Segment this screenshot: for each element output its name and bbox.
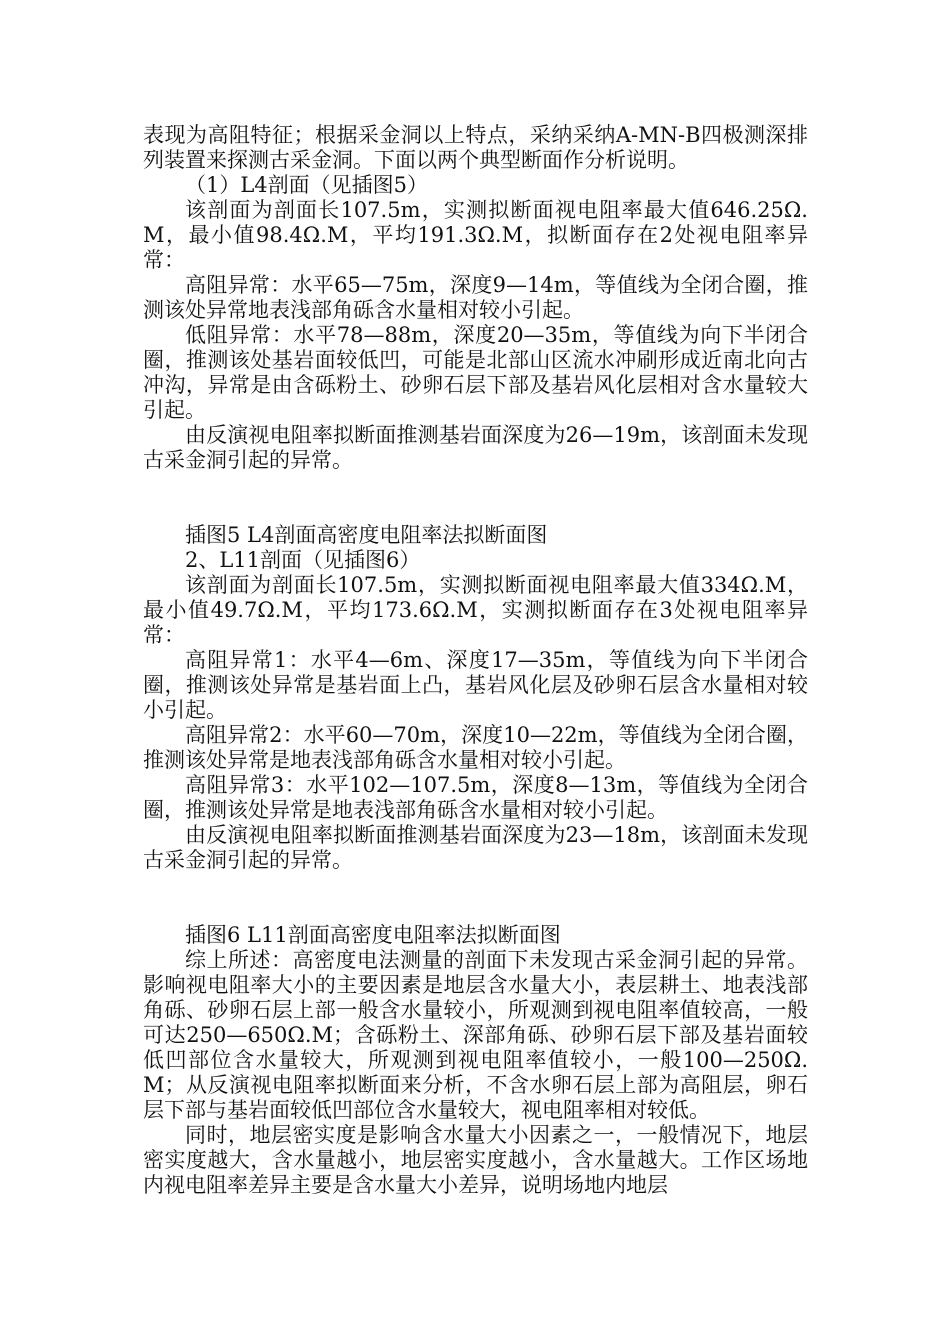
paragraph-l11-conclusion: 由反演视电阻率拟断面推测基岩面深度为23—18m，该剖面未发现古采金洞引起的异常。	[143, 823, 808, 872]
paragraph-intro: 表现为高阻特征；根据采金洞以上特点，采纳采纳A-MN-B四极测深排列装置来探测古采金洞。下面以两个典型断面作分析说明。	[143, 123, 808, 172]
figure6-placeholder	[143, 873, 808, 923]
section2-heading: 2、L11剖面（见插图6）	[185, 548, 421, 572]
paragraph-l4-low-anomaly: 低阻异常：水平78—88m，深度20—35m，等值线为向下半闭合圈，推测该处基岩面较低凹，可能是北部山区流水冲刷形成近南北向古冲沟，异常是由含砾粉土、砂卵石层下部及基岩风化层相对含水量较大引起。	[143, 323, 808, 422]
paragraph-l11-high-anomaly-1: 高阻异常1：水平4—6m、深度17—35m，等值线为向下半闭合圈，推测该处异常是基岩面上凸，基岩风化层及砂卵石层含水量相对较小引起。	[143, 648, 808, 722]
figure5-caption: 插图5 L4剖面高密度电阻率法拟断面图	[185, 523, 548, 547]
section1-heading: （1）L4剖面（见插图5）	[185, 173, 429, 197]
paragraph-summary: 综上所述：高密度电法测量的剖面下未发现古采金洞引起的异常。影响视电阻率大小的主要因素是地层含水量大小，表层耕土、地表浅部角砾、砂卵石层上部一般含水量较小，所观测到视电阻率值较高，一般可达250—650Ω.M；含砾粉土、深部角砾、砂卵石层下部及基岩面较低凹部位含水量较大，所观测到视电阻率值较小，一般100—250Ω.M；从反演视电阻率拟断面来分析，不含水卵石层上部为高阻层，卵石层下部与基岩面较低凹部位含水量较大，视电阻率相对较低。	[143, 948, 808, 1122]
figure6-caption: 插图6 L11剖面高密度电阻率法拟断面图	[185, 923, 561, 947]
paragraph-l11-high-anomaly-2: 高阻异常2：水平60—70m，深度10—22m，等值线为全闭合圈，推测该处异常是地表浅部角砾含水量相对较小引起。	[143, 723, 808, 772]
document-body	[143, 123, 808, 1198]
paragraph-l4-conclusion: 由反演视电阻率拟断面推测基岩面深度为26—19m，该剖面未发现古采金洞引起的异常。	[143, 423, 808, 472]
paragraph-l4-high-anomaly: 高阻异常：水平65—75m，深度9—14m，等值线为全闭合圈，推测该处异常地表浅部角砾含水量相对较小引起。	[143, 273, 808, 322]
paragraph-density: 同时，地层密实度是影响含水量大小因素之一，一般情况下，地层密实度越大，含水量越小，地层密实度越小，含水量越大。工作区场地内视电阻率差异主要是含水量大小差异，说明场地内地层	[143, 1123, 808, 1197]
paragraph-l11-high-anomaly-3: 高阻异常3：水平102—107.5m，深度8—13m，等值线为全闭合圈，推测该处异常是地表浅部角砾含水量相对较小引起。	[143, 773, 808, 822]
paragraph-l4-summary: 该剖面为剖面长107.5m，实测拟断面视电阻率最大值646.25Ω.M，最小值98.4Ω.M，平均191.3Ω.M，拟断面存在2处视电阻率异常：	[143, 198, 808, 272]
paragraph-l11-summary: 该剖面为剖面长107.5m，实测拟断面视电阻率最大值334Ω.M，最小值49.7Ω.M，平均173.6Ω.M，实测拟断面存在3处视电阻率异常：	[143, 573, 808, 647]
figure5-placeholder	[143, 473, 808, 523]
